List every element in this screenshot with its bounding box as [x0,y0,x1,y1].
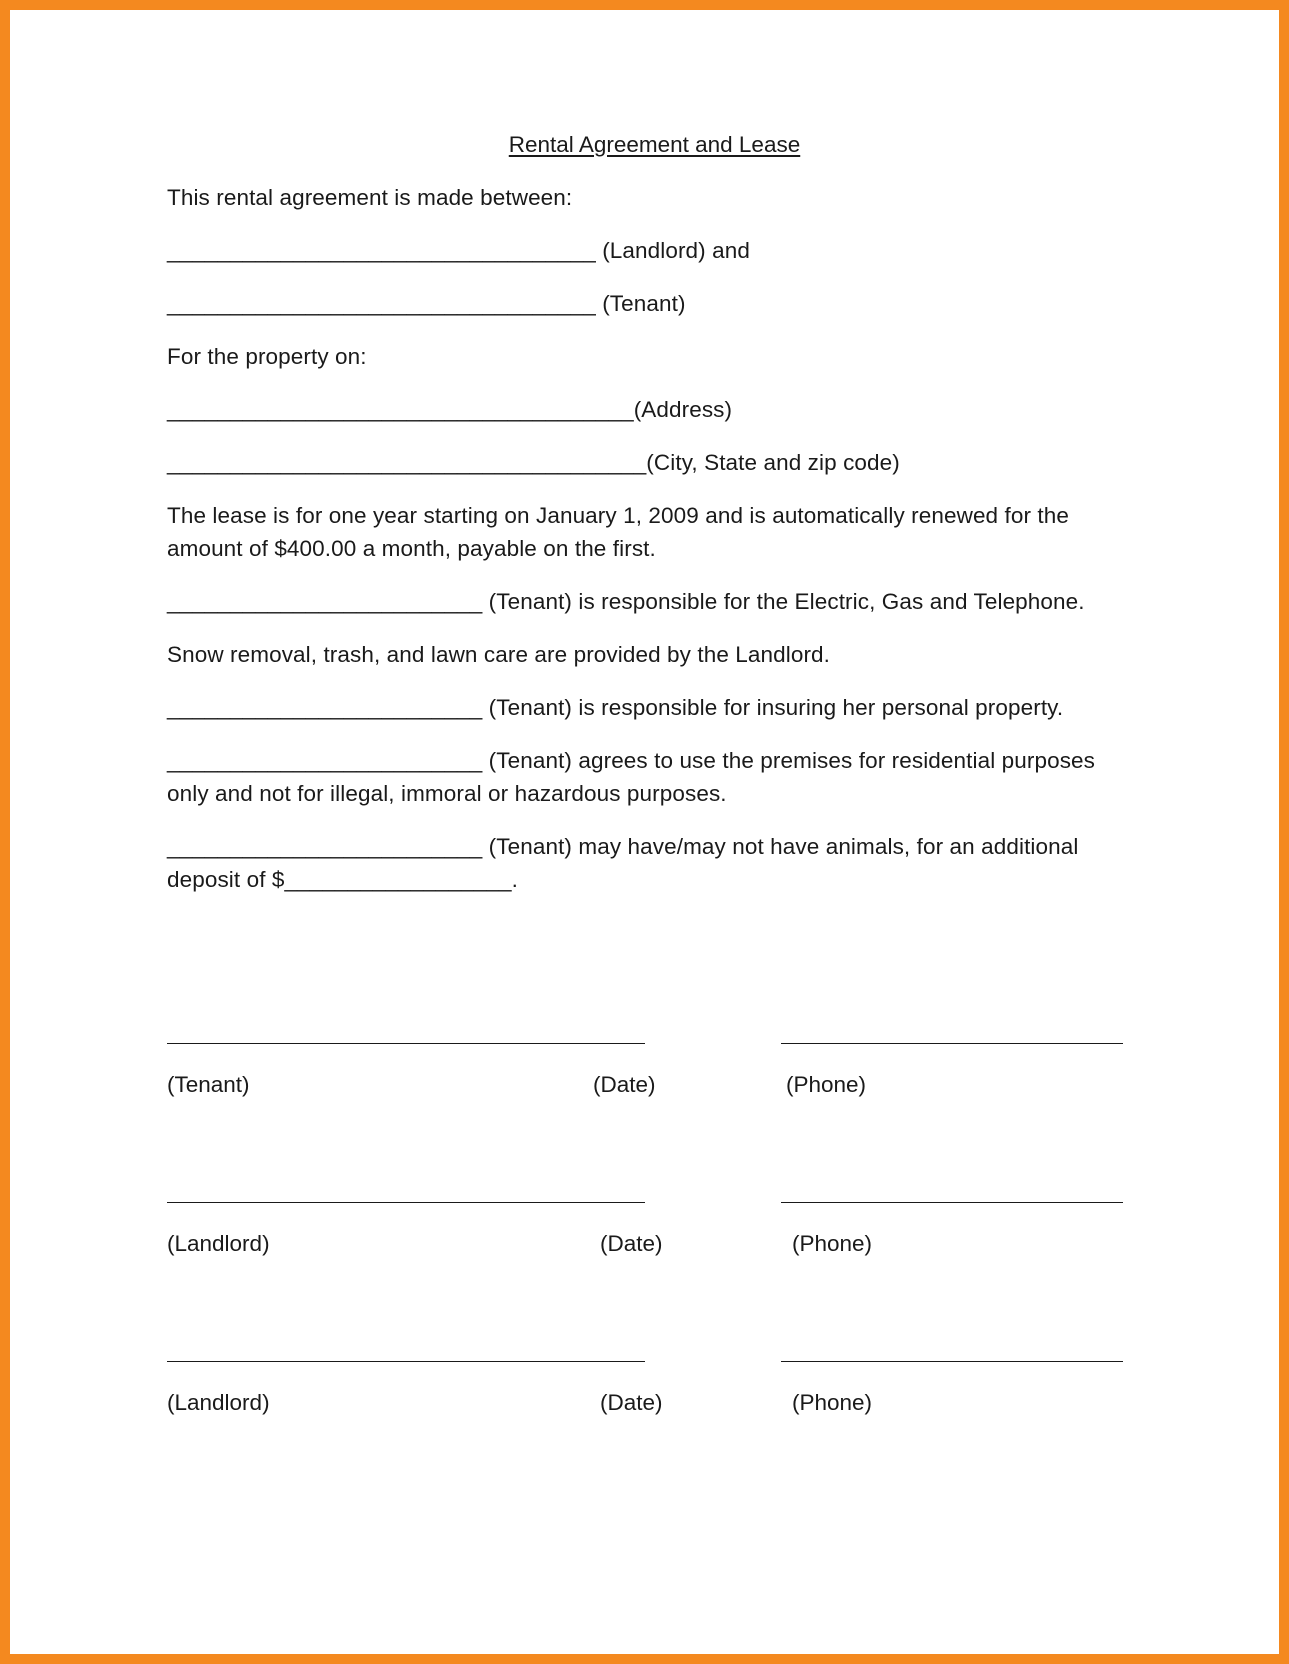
landlord-signature-line[interactable] [167,1361,645,1362]
landlord-phone-line[interactable] [781,1361,1123,1362]
intro-text: This rental agreement is made between: [167,185,573,210]
signature-party-label: (Landlord) [167,1390,270,1415]
property-intro-text: For the property on: [167,344,367,369]
tenant-field[interactable]: __________________________________ (Tenant) [167,291,686,316]
premises-use-field[interactable]: _________________________ (Tenant) agrees to use the premises for residential purposes [167,748,1096,773]
services-text: Snow removal, trash, and lawn care are provided by the Landlord. [167,642,831,667]
deposit-field[interactable]: deposit of $__________________. [167,867,518,892]
lease-terms-line-1: The lease is for one year starting on January 1, 2009 and is automatically renewed for the [167,503,1070,528]
signature-date-label: (Date) [600,1231,663,1256]
city-state-zip-field[interactable]: ______________________________________(City, State and zip code) [167,450,900,475]
signature-party-label: (Tenant) [167,1072,250,1097]
landlord-field[interactable]: __________________________________ (Landlord) and [167,238,750,263]
landlord-phone-line[interactable] [781,1202,1123,1203]
tenant-signature-line[interactable] [167,1043,645,1044]
insurance-field[interactable]: _________________________ (Tenant) is responsible for insuring her personal property. [167,695,1064,720]
document-title: Rental Agreement and Lease [508,132,801,157]
signature-party-label: (Landlord) [167,1231,270,1256]
signature-phone-label: (Phone) [792,1390,873,1415]
signature-phone-label: (Phone) [792,1231,873,1256]
tenant-phone-line[interactable] [781,1043,1123,1044]
utilities-field[interactable]: _________________________ (Tenant) is responsible for the Electric, Gas and Telephone. [167,589,1085,614]
signature-date-label: (Date) [600,1390,663,1415]
animals-field[interactable]: _________________________ (Tenant) may have/may not have animals, for an additional [167,834,1079,859]
signature-date-label: (Date) [593,1072,656,1097]
lease-terms-line-2: amount of $400.00 a month, payable on the first. [167,536,656,561]
premises-use-line-2: only and not for illegal, immoral or hazardous purposes. [167,781,727,806]
signature-phone-label: (Phone) [786,1072,867,1097]
landlord-signature-line[interactable] [167,1202,645,1203]
address-field[interactable]: _____________________________________(Address) [167,397,733,422]
